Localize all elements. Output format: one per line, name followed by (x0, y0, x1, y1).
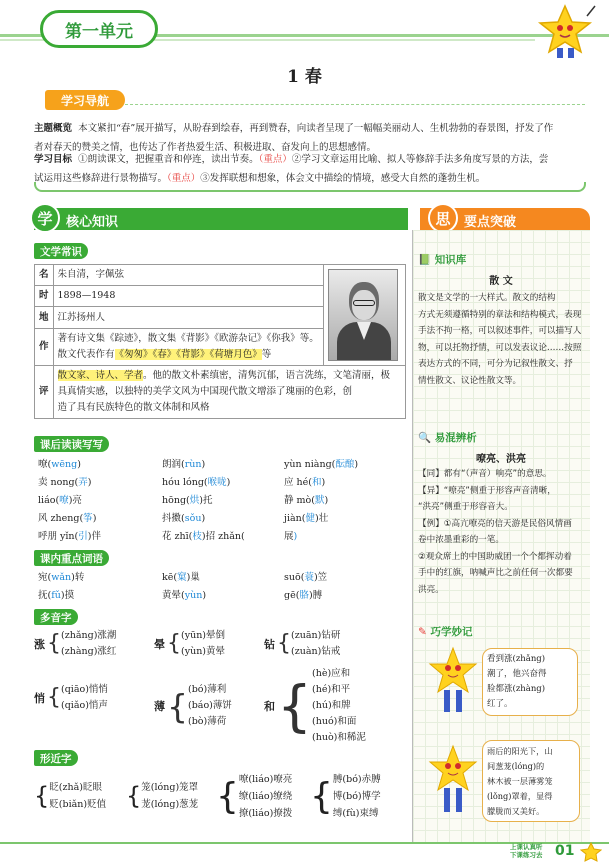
works-line-2c: 等 (261, 348, 272, 360)
brace: { (47, 685, 61, 710)
reading-tag: 课后读读写写 (34, 436, 109, 452)
kb-line: 物，可以托物抒情，可以发表议论……按照 (418, 342, 582, 353)
word-item (284, 456, 358, 470)
similar-item: 膊(bó)赤膊 (332, 774, 381, 785)
word-suffix: ) (202, 590, 207, 601)
word-answer: wēng (51, 459, 78, 470)
word-answer: 蓑 (304, 572, 314, 583)
works-highlight: 《匆匆》《春》《背影》《荷塘月色》 (114, 348, 262, 360)
polyphonic-list (34, 628, 406, 746)
word-item (38, 456, 81, 470)
similar-item: 撩(liáo)撩拨 (238, 808, 293, 819)
word-prefix: 风 zheng( (38, 513, 84, 524)
word-item (38, 528, 101, 542)
polyphonic-items (181, 628, 225, 660)
brace: { (126, 782, 142, 810)
word-suffix: )笠 (313, 572, 328, 583)
word-prefix: 黄晕( (162, 590, 185, 601)
kb-line: 情性散文、议论性散文等。 (418, 375, 522, 386)
word-item (38, 510, 96, 524)
word-suffix: )摸 (60, 590, 75, 601)
word-suffix: ) (226, 477, 231, 488)
word-prefix: jiàn( (284, 513, 306, 524)
book-icon: 📗 (418, 254, 432, 266)
star-mascot-icon (426, 646, 480, 716)
similar-group (126, 779, 198, 813)
word-suffix: )膊 (308, 590, 323, 601)
similar-item: 嘹(liáo)嘹亮 (238, 774, 293, 785)
similar-list (34, 771, 406, 831)
core-title: 核心知识 (66, 215, 119, 230)
polyphonic-item: (zuān)钻研 (291, 630, 341, 641)
word-item (162, 587, 206, 601)
word-prefix: gē( (284, 590, 300, 601)
memory-line: 林木被一层薄雾笼 (487, 776, 553, 786)
polyphonic-item: (hé)和平 (312, 684, 351, 695)
polyphonic-group (34, 682, 108, 714)
confuse-line: 【同】都有“（声音）响亮”的意思。 (418, 469, 552, 479)
word-item (162, 569, 200, 583)
row-key: 时 (35, 286, 54, 307)
polyphonic-items (61, 628, 116, 660)
word-suffix: ) (92, 513, 97, 524)
core-badge: 学 (30, 203, 60, 233)
memory-heading (418, 624, 472, 639)
word-item (284, 587, 322, 601)
word-prefix: 卖 nong( (38, 477, 79, 488)
polyphonic-item: (bó)薄利 (188, 684, 227, 695)
row-key: 作 (35, 328, 54, 365)
polyphonic-group (264, 666, 366, 746)
polyphonic-item: (hú)和牌 (312, 700, 351, 711)
goal-line-2b: ③发挥联想和想象，体会文中描绘的情境，感受大自然的蓬勃生机。 (200, 173, 486, 184)
word-prefix: hōng( (162, 495, 190, 506)
word-item (38, 492, 82, 506)
word-suffix: ) (77, 459, 81, 470)
confuse-label: 易混辨析 (434, 432, 477, 444)
word-answer: 窠 (177, 572, 187, 583)
confuse-line: “洪亮”侧重于形容音大。 (418, 502, 513, 512)
brace: { (277, 673, 312, 738)
kb-label: 知识库 (434, 254, 467, 266)
word-suffix: ) (201, 459, 206, 470)
word-item (38, 474, 92, 488)
word-item (162, 510, 205, 524)
memory-line: 间葱茏(lóng)的 (487, 761, 545, 771)
author-photo-cell (324, 265, 406, 366)
polyphonic-item: (zuàn)钻戒 (291, 646, 341, 657)
word-suffix: )转 (71, 572, 85, 583)
page-number: 01 (555, 843, 575, 859)
word-suffix: )壮 (315, 513, 329, 524)
brace: { (167, 686, 188, 726)
lesson-title: 1 春 (287, 67, 322, 87)
polyphonic-item: (qiǎo)悄声 (61, 700, 108, 711)
goal-line-1: ①朗读课文，把握重音和停连，读出节奏。 (78, 154, 259, 165)
similar-item: 贬(biǎn)贬值 (49, 799, 107, 810)
word-suffix: ) (354, 459, 359, 470)
similar-item: 缭(liáo)缭绕 (238, 791, 293, 802)
polyphonic-item: (báo)薄饼 (188, 700, 232, 711)
word-answer: 烘 (189, 495, 200, 506)
word-prefix: 静 mò( (284, 495, 315, 506)
word-answer: wǎn (51, 572, 72, 583)
author-photo (328, 269, 398, 361)
confuse-line: 手中的红旗，呐喊声比之前任何一次都要 (418, 568, 573, 578)
word-prefix: 嘹( (38, 459, 52, 470)
word-answer: 嘹 (59, 495, 69, 506)
memory-line: 看到涨(zhǎng) (487, 654, 546, 664)
row-key: 地 (35, 307, 54, 328)
similar-items (49, 779, 106, 813)
word-prefix: liáo( (38, 495, 60, 506)
word-suffix: )伴 (87, 531, 101, 542)
row-key: 评 (35, 366, 54, 419)
confuse-line: 洪亮。 (418, 584, 444, 595)
word-item (284, 510, 328, 524)
guide-divider (125, 104, 585, 105)
polyphonic-items (312, 666, 366, 746)
row-value (53, 366, 405, 419)
guide-banner: 学习导航 (45, 90, 125, 110)
word-prefix: hóu lóng( (162, 477, 208, 488)
row-key: 名 (35, 265, 54, 286)
knowledge-base-heading (418, 252, 466, 267)
similar-item: 笼(lóng)笼罩 (141, 782, 199, 793)
review-highlight: 散文家、诗人、学者 (57, 370, 144, 381)
confuse-line: ②观众席上的中国助威团一个个都挥动着 (418, 551, 572, 562)
similar-group (310, 771, 381, 822)
brace: { (47, 631, 61, 656)
word-suffix: ) (324, 495, 329, 506)
polyphonic-group (264, 628, 340, 660)
word-prefix: 展 (284, 531, 294, 542)
word-suffix: ) (321, 477, 326, 488)
guide-frame (34, 182, 586, 192)
word-prefix: yùn niàng( (284, 459, 336, 470)
confuse-heading (418, 430, 477, 445)
similar-items (141, 779, 198, 813)
memory-line: 红了。 (487, 699, 513, 709)
review-line-2: 具真情实感，以独特的美学文风为中国现代散文增添了瑰丽的色彩，创 (57, 386, 353, 397)
unit-label: 第一单元 (40, 10, 158, 48)
row-value (53, 328, 323, 365)
word-item (162, 492, 212, 506)
similar-group (34, 779, 106, 813)
word-answer: rùn (184, 459, 202, 470)
confuse-line: 【异】“嘹亮”侧重于形容声音清晰， (418, 485, 556, 496)
polyphonic-item: (zhǎng)涨潮 (61, 630, 117, 641)
word-suffix: ) (87, 477, 92, 488)
polyphonic-group (154, 682, 232, 730)
word-answer: 酝酿 (335, 459, 355, 470)
polyphonic-items (188, 682, 232, 730)
star-icon (580, 842, 602, 862)
table-row (35, 265, 406, 286)
word-item (284, 528, 297, 542)
brace: { (167, 631, 181, 656)
polyphonic-char: 晕 (154, 638, 165, 651)
word-item (38, 587, 74, 601)
word-answer: 和 (311, 477, 322, 488)
review-line-1: 。他的散文朴素缜密，清隽沉郁，语言洗练，文笔清丽，极 (143, 370, 391, 381)
kb-line: 手法不拘一格，可以叙述事件，可以描写人 (418, 326, 582, 336)
polyphonic-item: (huò)和稀泥 (312, 732, 366, 743)
polyphonic-group (34, 628, 116, 660)
row-value: 江苏扬州人 (53, 307, 323, 328)
word-item (38, 569, 84, 583)
word-prefix: 抚( (38, 590, 52, 601)
word-prefix: 宛( (38, 572, 52, 583)
overview-line-2: 者对春天的赞美之情，也传达了作者热爱生活、积极进取、奋发向上的思想感情。 (34, 142, 377, 153)
memory-note-2 (482, 740, 580, 822)
polyphonic-char: 悄 (34, 692, 45, 705)
brace: { (216, 775, 239, 817)
word-answer: fǔ (51, 590, 61, 601)
memory-line: 雨后的阳光下，山 (487, 746, 553, 756)
confuse-line: 【例】①高亢嘹亮的信天游是民俗风情画 (418, 518, 572, 529)
confuse-body (418, 466, 586, 598)
memory-note-1 (482, 648, 578, 716)
word-answer: 弄 (78, 477, 88, 488)
word-answer: 胳 (299, 590, 309, 601)
polyphonic-group (154, 628, 225, 660)
similar-items (239, 771, 292, 822)
polyphonic-item: (hè)应和 (312, 668, 351, 679)
confuse-title: 嘹亮、洪亮 (476, 454, 526, 465)
table-row (35, 366, 406, 419)
memory-label: 巧学妙记 (430, 626, 473, 638)
kb-line: 散文是文学的一大样式。散文的结构 (418, 293, 556, 303)
word-answer: 喉咙 (207, 477, 227, 488)
points-title: 要点突破 (464, 215, 517, 230)
word-item (284, 569, 327, 583)
row-value: 朱自清，字佩弦 (53, 265, 323, 286)
word-answer: ) (293, 531, 298, 542)
similar-item: 缚(fù)束缚 (332, 808, 379, 819)
polyphonic-char: 和 (264, 700, 275, 713)
row-value: 1898—1948 (53, 286, 323, 307)
word-item (162, 474, 230, 488)
word-answer: 枝 (192, 531, 202, 542)
kb-line: 方式无须遵循特别的章法和结构模式，表现 (418, 309, 582, 320)
memory-line: 脸都涨(zhàng) (487, 684, 546, 694)
brand-line-2: 下课练习去 (510, 851, 543, 859)
memory-line: (lǒng)罩着，显得 (487, 791, 553, 801)
footer-brand (510, 843, 543, 859)
polyphonic-item: (yūn)晕倒 (181, 630, 226, 641)
polyphonic-item: (huó)和面 (312, 716, 357, 727)
word-prefix: 应 hé( (284, 477, 312, 488)
word-answer: 筝 (83, 513, 93, 524)
word-item (162, 528, 245, 542)
overview-label: 主题概览 (34, 123, 73, 134)
goal-label: 学习目标 (34, 154, 73, 165)
goal-key-2: （重点） (167, 173, 201, 184)
polyphonic-items (291, 628, 340, 660)
word-prefix: 呼朋 yǐn( (38, 531, 79, 542)
word-suffix: )招 zhǎn( (201, 531, 245, 542)
word-answer: 默 (314, 495, 325, 506)
word-answer: 健 (305, 513, 315, 524)
magnifier-icon: 🔍 (418, 432, 432, 444)
word-answer: yùn (184, 590, 203, 601)
word-suffix: )巢 (186, 572, 200, 583)
similar-item: 眨(zhǎ)眨眼 (49, 782, 102, 793)
polyphonic-char: 钻 (264, 638, 275, 651)
pencil-icon: ✎ (418, 626, 427, 638)
memory-line: 潮了，他兴奋得 (487, 669, 547, 679)
confuse-line: 卷中浓墨重彩的一笔。 (418, 535, 504, 545)
similar-group (216, 771, 292, 822)
star-mascot-icon (426, 744, 480, 818)
works-line-1: 著有诗文集《踪迹》，散文集《背影》《欧游杂记》《你我》等。 (57, 332, 319, 344)
word-suffix: )亮 (68, 495, 82, 506)
polyphonic-item: (bò)薄荷 (188, 716, 227, 727)
similar-item: 博(bó)博学 (332, 791, 381, 802)
word-prefix: kē( (162, 572, 178, 583)
word-prefix: 朗润( (162, 459, 185, 470)
goal-line-2: 试运用这些修辞进行景物描写。 (34, 173, 168, 184)
goal-key-1: （重点） (258, 154, 292, 165)
overview-line-1: 本文紧扣“春”展开描写，从盼春到绘春，再到赞春，向读者呈现了一幅幅美丽动人、生机勃勃的春景图，抒发了作 (78, 123, 554, 134)
word-prefix: 抖擞( (162, 513, 185, 524)
polyphonic-item: (zhàng)涨红 (61, 646, 117, 657)
key-words-tag: 课内重点词语 (34, 550, 109, 566)
word-item (284, 474, 325, 488)
word-answer: 引 (78, 531, 88, 542)
similar-items (333, 771, 381, 822)
kb-body (418, 290, 586, 389)
similar-item: 茏(lóng)葱茏 (141, 799, 199, 810)
brand-line-1: 上课认真听 (510, 843, 543, 851)
polyphonic-items (61, 682, 108, 714)
kb-title: 散 文 (489, 276, 513, 287)
star-mascot-icon (535, 4, 597, 62)
author-table (34, 264, 406, 419)
polyphonic-char: 涨 (34, 638, 45, 651)
word-suffix: )托 (199, 495, 213, 506)
word-prefix: suō( (284, 572, 305, 583)
word-item (162, 456, 205, 470)
points-badge: 思 (428, 203, 458, 233)
brace: { (34, 782, 50, 810)
review-line-3: 造了具有民族特色的散文体制和风格 (57, 402, 210, 413)
word-prefix: 花 zhī( (162, 531, 193, 542)
word-suffix: ) (201, 513, 206, 524)
polyphonic-item: (qiāo)悄悄 (61, 684, 108, 695)
polyphonic-char: 薄 (154, 700, 165, 713)
brace: { (277, 631, 291, 656)
kb-line: 表达方式的不同，可分为记叙性散文、抒 (418, 359, 573, 369)
goal-line-1b: ②学习文章运用比喻、拟人等修辞手法多角度写景的方法，尝 (291, 154, 549, 165)
word-item (284, 492, 328, 506)
polyphonic-tag: 多音字 (34, 609, 78, 625)
polyphonic-item: (yùn)黄晕 (181, 646, 226, 657)
works-line-2: 散文代表作有 (57, 348, 115, 360)
memory-line: 朦胧而又美好。 (487, 806, 545, 816)
similar-tag: 形近字 (34, 750, 78, 766)
literature-tag: 文学常识 (34, 243, 88, 259)
brace: { (310, 775, 333, 817)
word-answer: sǒu (184, 513, 202, 524)
